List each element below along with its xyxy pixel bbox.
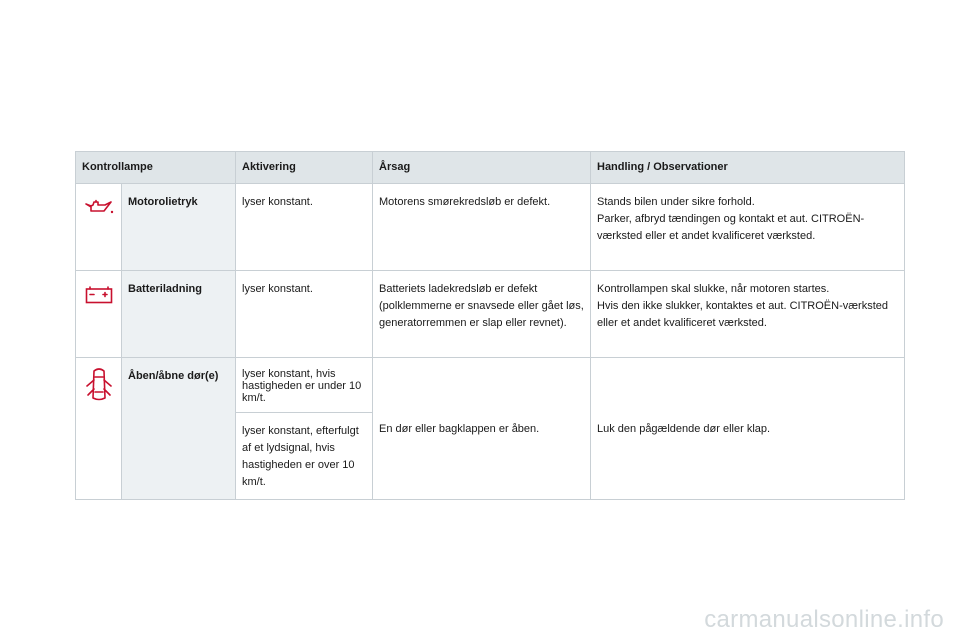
activation-text: lyser konstant, efterfulgt af et lydsignal, hvis hastigheden er over 10 km/t. <box>236 413 373 500</box>
table-header-row <box>76 152 905 184</box>
lamp-name: Motorolietryk <box>122 184 236 271</box>
watermark: carmanualsonline.info <box>704 606 944 633</box>
table-row <box>76 358 905 413</box>
action-line: Hvis den ikke slukker, kontaktes et aut. CITROËN-værksted eller et andet kvalificeret værksted. <box>597 300 888 329</box>
header-action: Handling / Observationer <box>591 152 905 184</box>
oil-can-icon <box>84 199 114 215</box>
action-line: Parker, afbryd tændingen og kontakt et aut. CITROËN-værksted eller et andet kvalificeret værksted. <box>597 213 865 242</box>
table-row <box>76 184 905 271</box>
battery-icon <box>85 286 113 304</box>
activation-text: lyser konstant. <box>236 184 373 271</box>
warning-lamps-table <box>75 151 905 500</box>
cause-text: Batteriets ladekredsløb er defekt (polklemmerne er snavsede eller gået løs, generatorremmen er slap eller revnet). <box>373 271 591 358</box>
header-activation: Aktivering <box>236 152 373 184</box>
action-line: Stands bilen under sikre forhold. <box>597 196 755 208</box>
activation-text: lyser konstant. <box>236 271 373 358</box>
cause-text: En dør eller bagklappen er åben. <box>373 358 591 500</box>
action-text <box>591 271 905 358</box>
battery-icon-cell <box>76 271 122 358</box>
open-door-icon <box>85 367 113 403</box>
action-text: Luk den pågældende dør eller klap. <box>591 358 905 500</box>
cause-text: Motorens smørekredsløb er defekt. <box>373 184 591 271</box>
table-row <box>76 271 905 358</box>
activation-text: lyser konstant, hvis hastigheden er under 10 km/t. <box>236 358 373 413</box>
action-text <box>591 184 905 271</box>
lamp-name: Åben/åbne dør(e) <box>122 358 236 500</box>
lamp-name: Batteriladning <box>122 271 236 358</box>
oil-pressure-icon-cell <box>76 184 122 271</box>
open-door-icon-cell <box>76 358 122 500</box>
action-line: Kontrollampen skal slukke, når motoren startes. <box>597 283 830 295</box>
header-cause: Årsag <box>373 152 591 184</box>
header-lamp: Kontrollampe <box>76 152 236 184</box>
